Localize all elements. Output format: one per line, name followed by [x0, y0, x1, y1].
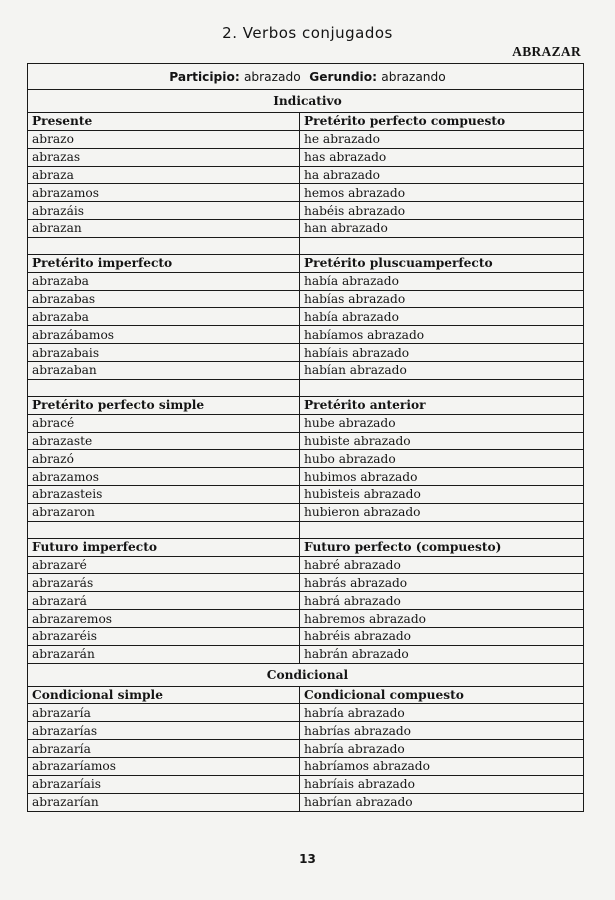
compound-form-cell: había abrazado [300, 272, 584, 290]
compound-form-cell: habíamos abrazado [300, 326, 584, 344]
conjugation-row [28, 775, 584, 793]
tense-header-row [28, 113, 584, 131]
compound-form-cell: hubisteis abrazado [300, 486, 584, 504]
compound-form-cell: hube abrazado [300, 414, 584, 432]
tense-title-right: Pretérito perfecto compuesto [300, 113, 584, 131]
simple-form-cell: abrazaba [28, 308, 300, 326]
compound-form-cell: habían abrazado [300, 361, 584, 379]
compound-form-cell: habrías abrazado [300, 722, 584, 740]
compound-form-cell: habríais abrazado [300, 775, 584, 793]
compound-form-cell: habíais abrazado [300, 344, 584, 362]
spacer-row [28, 237, 584, 254]
simple-form-cell: abrazaban [28, 361, 300, 379]
tense-title-right: Pretérito pluscuamperfecto [300, 254, 584, 272]
compound-form-cell: hemos abrazado [300, 184, 584, 202]
tense-header-row [28, 538, 584, 556]
simple-form-cell: abrazaremos [28, 610, 300, 628]
compound-form-cell: he abrazado [300, 130, 584, 148]
simple-form-cell: abrazaríamos [28, 758, 300, 776]
tense-title-right: Pretérito anterior [300, 396, 584, 414]
compound-form-cell: has abrazado [300, 148, 584, 166]
mood-indicativo: Indicativo [28, 90, 584, 113]
compound-form-cell: habrán abrazado [300, 645, 584, 663]
conjugation-row [28, 486, 584, 504]
conjugation-row [28, 308, 584, 326]
conjugation-row [28, 130, 584, 148]
spacer-cell [28, 379, 300, 396]
participio-label: Participio: [169, 69, 240, 84]
simple-form-cell: abrazarán [28, 645, 300, 663]
conjugation-row [28, 468, 584, 486]
compound-form-cell: había abrazado [300, 308, 584, 326]
simple-form-cell: abrazamos [28, 184, 300, 202]
simple-form-cell: abrazaría [28, 704, 300, 722]
conjugation-row [28, 592, 584, 610]
spacer-row [28, 379, 584, 396]
conjugation-row [28, 166, 584, 184]
simple-form-cell: abrazaríais [28, 775, 300, 793]
simple-form-cell: abrazaré [28, 556, 300, 574]
verb-heading: ABRAZAR [512, 44, 581, 59]
simple-form-cell: abrazarías [28, 722, 300, 740]
conjugation-row [28, 610, 584, 628]
compound-form-cell: habremos abrazado [300, 610, 584, 628]
tense-title-left: Presente [28, 113, 300, 131]
simple-form-cell: abrazó [28, 450, 300, 468]
conjugation-row [28, 740, 584, 758]
tense-title-left: Futuro imperfecto [28, 538, 300, 556]
compound-form-cell: hubimos abrazado [300, 468, 584, 486]
tense-header-row [28, 396, 584, 414]
compound-form-cell: habré abrazado [300, 556, 584, 574]
compound-form-cell: habrían abrazado [300, 793, 584, 811]
simple-form-cell: abrazáis [28, 202, 300, 220]
simple-form-cell: abrazabais [28, 344, 300, 362]
conjugation-row [28, 722, 584, 740]
conjugation-row [28, 450, 584, 468]
conjugation-row [28, 645, 584, 663]
tense-header-row [28, 254, 584, 272]
simple-form-cell: abrazará [28, 592, 300, 610]
conjugation-row [28, 432, 584, 450]
simple-form-cell: abracé [28, 414, 300, 432]
compound-form-cell: habrás abrazado [300, 574, 584, 592]
compound-form-cell: habréis abrazado [300, 627, 584, 645]
conjugation-row [28, 414, 584, 432]
conjugation-row [28, 272, 584, 290]
simple-form-cell: abrazasteis [28, 486, 300, 504]
compound-form-cell: habías abrazado [300, 290, 584, 308]
compound-form-cell: habrá abrazado [300, 592, 584, 610]
conjugation-row [28, 503, 584, 521]
mood-row-indicativo [28, 90, 584, 113]
conjugation-row [28, 704, 584, 722]
conjugation-row [28, 344, 584, 362]
compound-form-cell: habríamos abrazado [300, 758, 584, 776]
simple-form-cell: abrazas [28, 148, 300, 166]
compound-form-cell: habéis abrazado [300, 202, 584, 220]
simple-form-cell: abrazamos [28, 468, 300, 486]
simple-form-cell: abrazaron [28, 503, 300, 521]
simple-form-cell: abrazaba [28, 272, 300, 290]
conjugation-row [28, 574, 584, 592]
compound-form-cell: hubieron abrazado [300, 503, 584, 521]
conjugation-row [28, 326, 584, 344]
simple-form-cell: abrazabas [28, 290, 300, 308]
conjugation-row [28, 361, 584, 379]
simple-form-cell: abrazaste [28, 432, 300, 450]
conjugation-table [27, 63, 584, 812]
conjugation-row [28, 148, 584, 166]
tense-title-left: Pretérito perfecto simple [28, 396, 300, 414]
simple-form-cell: abrazábamos [28, 326, 300, 344]
chapter-title: 2. Verbos conjugados [222, 24, 393, 42]
compound-form-cell: habría abrazado [300, 740, 584, 758]
tense-title-left: Pretérito imperfecto [28, 254, 300, 272]
compound-form-cell: han abrazado [300, 220, 584, 238]
simple-form-cell: abrazan [28, 220, 300, 238]
conjugation-row [28, 184, 584, 202]
spacer-cell [300, 379, 584, 396]
spacer-cell [300, 521, 584, 538]
conjugation-row [28, 202, 584, 220]
compound-form-cell: hubo abrazado [300, 450, 584, 468]
conjugation-table-body [28, 64, 584, 812]
page-number: 13 [299, 852, 316, 866]
spacer-cell [300, 237, 584, 254]
conjugation-row [28, 556, 584, 574]
tense-title-right: Futuro perfecto (compuesto) [300, 538, 584, 556]
conjugation-row [28, 290, 584, 308]
tense-title-right: Condicional compuesto [300, 686, 584, 704]
participio-value: abrazado [243, 69, 301, 84]
conjugation-row [28, 758, 584, 776]
spacer-row [28, 521, 584, 538]
conjugation-row [28, 220, 584, 238]
spacer-cell [28, 237, 300, 254]
gerundio-label: Gerundio: [309, 69, 377, 84]
compound-form-cell: ha abrazado [300, 166, 584, 184]
tense-title-left: Condicional simple [28, 686, 300, 704]
conjugation-row [28, 627, 584, 645]
mood-row-condicional [28, 663, 584, 686]
participle-gerund-cell [28, 64, 584, 90]
gerundio-value: abrazando [381, 69, 446, 84]
simple-form-cell: abrazo [28, 130, 300, 148]
compound-form-cell: hubiste abrazado [300, 432, 584, 450]
simple-form-cell: abrazarían [28, 793, 300, 811]
spacer-cell [28, 521, 300, 538]
simple-form-cell: abraza [28, 166, 300, 184]
compound-form-cell: habría abrazado [300, 704, 584, 722]
mood-condicional: Condicional [28, 663, 584, 686]
simple-form-cell: abrazaréis [28, 627, 300, 645]
simple-form-cell: abrazarás [28, 574, 300, 592]
simple-form-cell: abrazaría [28, 740, 300, 758]
participle-gerund-row [28, 64, 584, 90]
conjugation-row [28, 793, 584, 811]
tense-header-row [28, 686, 584, 704]
